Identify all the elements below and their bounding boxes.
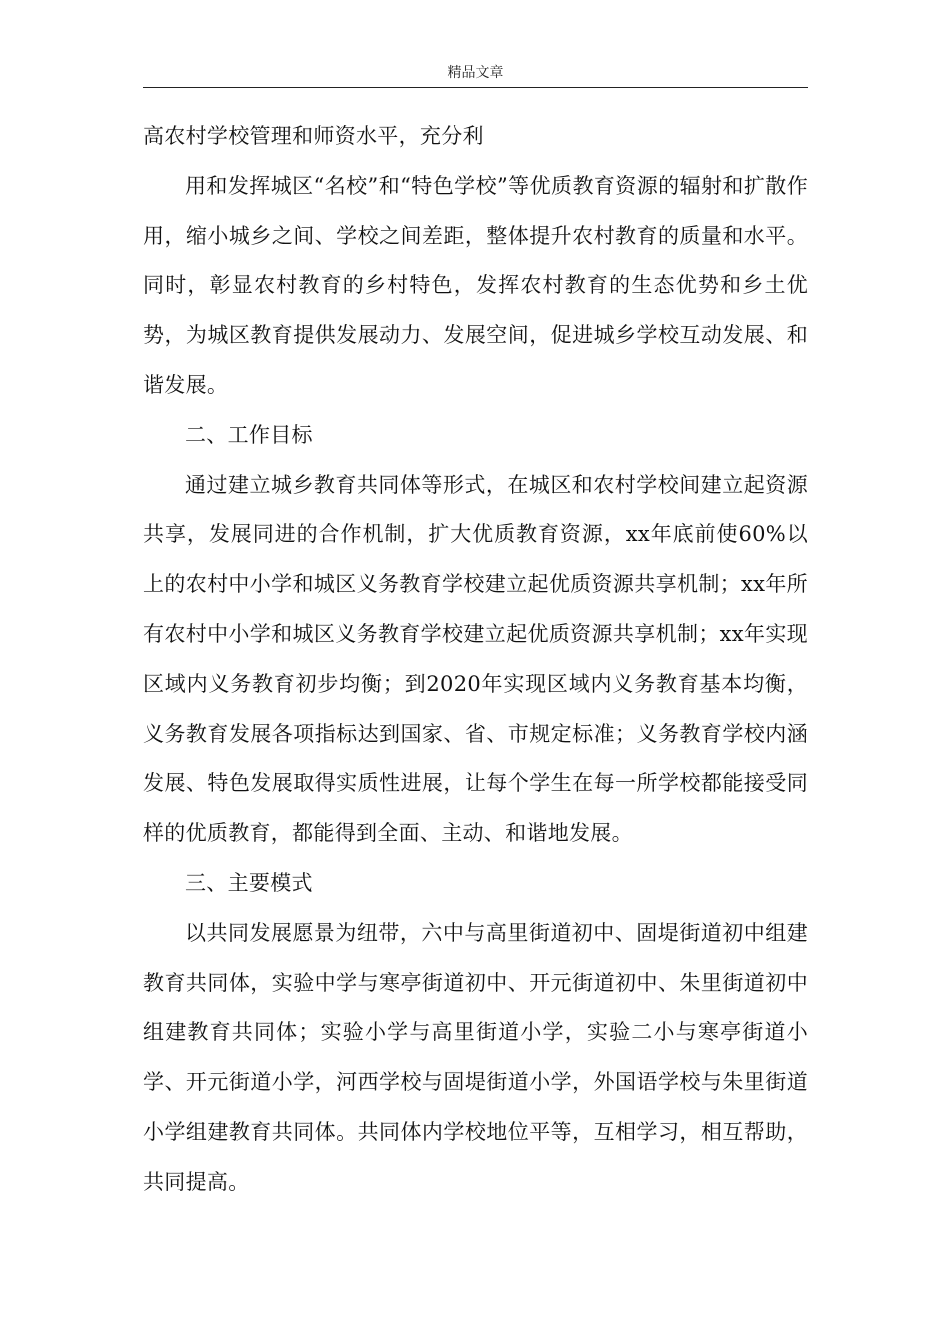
- document-body: [143, 112, 808, 1208]
- paragraph-continuation: 高农村学校管理和师资水平，充分利: [143, 124, 484, 148]
- paragraph-purpose: 用和发挥城区“名校”和“特色学校”等优质教育资源的辐射和扩散作用，缩小城乡之间、学校之间差距，整体提升农村教育的质量和水平。同时，彰显农村教育的乡村特色，发挥农村教育的生态优势和乡土优势，为城区教育提供发展动力、发展空间，促进城乡学校互动发展、和谐发展。: [143, 173, 808, 397]
- paragraph-goals: 通过建立城乡教育共同体等形式，在城区和农村学校间建立起资源共享，发展同进的合作机制，扩大优质教育资源，xx年底前使60%以上的农村中小学和城区义务教育学校建立起优质资源共享机制；xx年所有农村中小学和城区义务教育学校建立起优质资源共享机制；xx年实现区域内义务教育初步均衡；到2020年实现区域内义务教育基本均衡，义务教育发展各项指标达到国家、省、市规定标准；义务教育学校内涵发展、特色发展取得实质性进展，让每个学生在每一所学校都能接受同样的优质教育，都能得到全面、主动、和谐地发展。: [143, 472, 808, 846]
- paragraph-modes: 以共同发展愿景为纽带，六中与高里街道初中、固堤街道初中组建教育共同体，实验中学与寒亭街道初中、开元街道初中、朱里街道初中组建教育共同体；实验小学与高里街道小学，实验二小与寒亭街道小学、开元街道小学，河西学校与固堤街道小学，外国语学校与朱里街道小学组建教育共同体。共同体内学校地位平等，互相学习，相互帮助，共同提高。: [143, 920, 808, 1194]
- section-heading-goals: 二、工作目标: [185, 422, 313, 447]
- header-divider: [143, 87, 808, 88]
- section-heading-modes: 三、主要模式: [185, 870, 313, 895]
- page-header-title: 精品文章: [447, 65, 504, 81]
